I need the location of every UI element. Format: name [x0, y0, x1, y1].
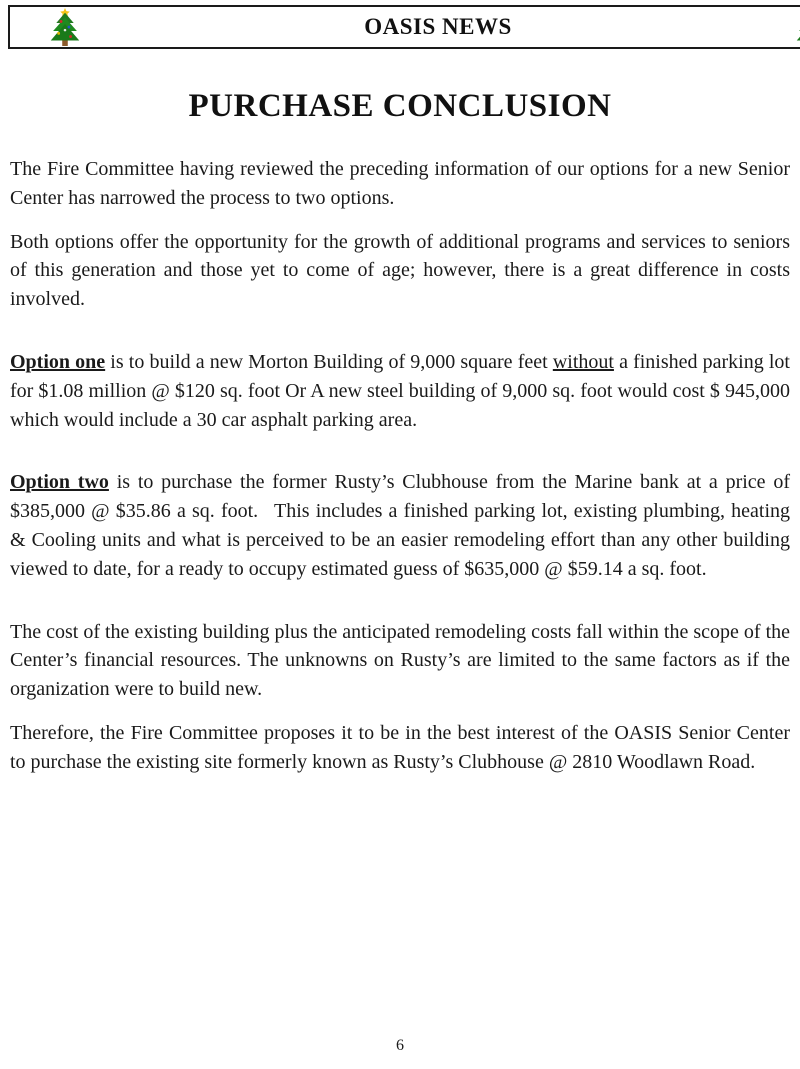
newsletter-header [8, 5, 800, 49]
page-number: 6 [396, 1037, 404, 1054]
paragraph-recommendation: Therefore, the Fire Committee proposes it to be in the best interest of the OASIS Senior Center to purchase the existing site formerly known as Rusty’s Clubhouse @ 2810 Woodlawn Road. [10, 721, 790, 773]
paragraph-intro: The Fire Committee having reviewed the preceding information of our options for a new Senior Center has narrowed the process to two options. [10, 158, 790, 209]
paragraph-option-two: Option two is to purchase the former Rusty’s Clubhouse from the Marine bank at a price of $385,000 @ $35.86 a sq. foot. This includes a finished parking lot, existing plumbing, heating & Cooling units and what is perceived to be an easier remodeling effort than any other building viewed to date, for a ready to occupy estimated guess of $635,000 @ $59.14 a sq. foot. [10, 471, 791, 580]
page-content [0, 60, 800, 792]
paragraph-option-one: Option one is to build a new Morton Building of 9,000 square feet without a finished parking lot for $1.08 million @ $120 sq. foot Or A new steel building of 9,000 sq. foot would cost $ 945,000 which would include a 30 car asphalt parking area. [10, 350, 790, 431]
christmas-tree-icon [48, 8, 82, 46]
christmas-tree-icon [794, 8, 800, 46]
paragraph-cost-assessment: The cost of the existing building plus the anticipated remodeling costs fall within the scope of the Center’s financial resources. The unknowns on Rusty’s are limited to the same factors as if the organization were to build new. [10, 620, 790, 701]
paragraph-options-overview: Both options offer the opportunity for the growth of additional programs and services to seniors of this generation and those yet to come of age; however, there is a great difference in costs involved. [10, 230, 790, 311]
newsletter-title: OASIS NEWS [364, 14, 512, 39]
page-title: PURCHASE CONCLUSION [188, 88, 612, 124]
article-body [10, 155, 790, 777]
